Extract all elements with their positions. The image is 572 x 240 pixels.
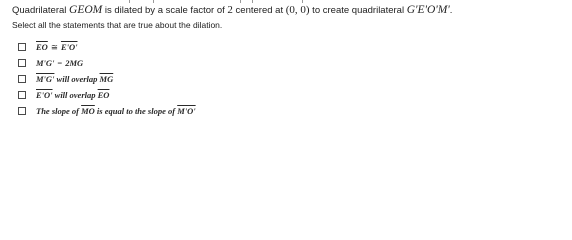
checkbox[interactable]	[18, 91, 26, 99]
segment: $\overline{EO}$	[36, 41, 48, 52]
question-text	[12, 4, 452, 17]
instruction-text: Select all the statements that are true about the dilation.	[12, 20, 223, 30]
relation: will overlap	[52, 90, 98, 100]
option-label[interactable]	[36, 58, 83, 68]
dilation-center: (0, 0)	[285, 4, 310, 16]
relation: is equal to the slope of	[94, 106, 178, 116]
option-label[interactable]	[36, 42, 77, 53]
relation: =	[57, 58, 63, 68]
question-part: Quadrilateral	[12, 5, 70, 16]
question-part: is dilated by a scale factor of	[102, 5, 228, 16]
question-part: centered at	[232, 5, 286, 16]
image-figure-name: G'E'O'M'	[406, 4, 450, 16]
option-label[interactable]	[36, 106, 196, 116]
figure-name: GEOM	[69, 4, 103, 16]
option-eo-overlap[interactable]	[18, 87, 196, 103]
checkbox[interactable]	[18, 107, 26, 115]
question-part: .	[449, 5, 453, 16]
option-label[interactable]	[36, 90, 109, 100]
divider-tick	[252, 0, 253, 3]
scale-factor: 2	[227, 4, 233, 16]
segment: M'G'	[36, 58, 55, 68]
divider-tick	[129, 0, 130, 3]
segment: M'G'	[36, 74, 55, 84]
relation: will overlap	[54, 74, 100, 84]
option-prefix: The slope of	[36, 106, 82, 116]
question-part: to create quadrilateral	[309, 5, 407, 16]
divider-tick	[302, 0, 303, 3]
checkbox[interactable]	[18, 75, 26, 83]
checkbox[interactable]	[18, 59, 26, 67]
top-divider	[0, 0, 572, 3]
segment: E'O'	[60, 41, 78, 52]
segment: E'O'	[36, 90, 53, 100]
divider-tick	[240, 0, 241, 3]
option-mg-double[interactable]	[18, 55, 196, 71]
segment: M'O'	[177, 106, 196, 116]
relation: ≅	[50, 41, 58, 52]
option-mg-overlap[interactable]	[18, 71, 196, 87]
segment: $\overline{MG}$	[99, 74, 114, 84]
divider-tick	[153, 0, 154, 3]
segment: $\overline{MO}$	[81, 106, 95, 116]
option-eo-congruent[interactable]	[18, 39, 196, 55]
segment: 2MG	[65, 58, 84, 68]
checkbox[interactable]	[18, 43, 26, 51]
answer-options	[18, 39, 196, 119]
option-slope-equal[interactable]	[18, 103, 196, 119]
segment: $\overline{EO}$	[97, 90, 110, 100]
option-label[interactable]	[36, 74, 113, 84]
